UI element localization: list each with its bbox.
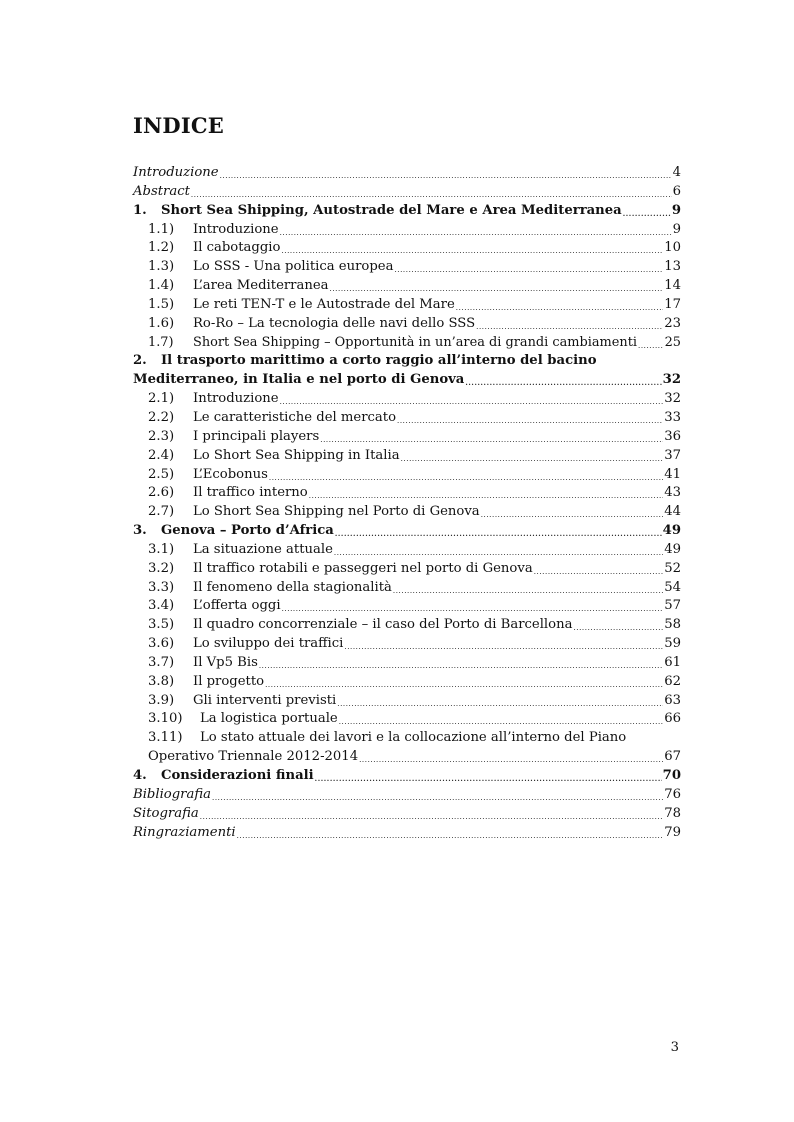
toc-section-title: Il Vp5 Bis: [193, 654, 258, 670]
toc-page-number: 25: [664, 334, 681, 350]
toc-section-1-2[interactable]: [133, 239, 681, 258]
toc-section-1-5[interactable]: [133, 296, 681, 315]
toc-page-number: 44: [664, 504, 681, 520]
toc-section-number: 3.11): [148, 730, 183, 746]
toc-entry-sitografia[interactable]: [133, 805, 681, 824]
toc-page-number: 70: [662, 768, 681, 783]
toc-entry-title: Sitografia: [133, 805, 199, 821]
dot-leader: [259, 654, 663, 673]
dot-leader: [638, 334, 664, 353]
toc-entry-bibliografia[interactable]: [133, 786, 681, 805]
toc-section-3-4[interactable]: [133, 597, 681, 616]
dot-leader: [359, 748, 663, 767]
toc-section-title: Introduzione: [193, 391, 279, 407]
toc-section-title: La logistica portuale: [200, 711, 338, 727]
toc-page-number: 61: [664, 654, 681, 670]
dot-leader: [534, 560, 664, 579]
toc-section-title: Il progetto: [193, 673, 265, 689]
toc-page-number: 49: [662, 523, 681, 539]
dot-leader: [334, 541, 663, 560]
toc-page-number: 9: [671, 202, 681, 218]
toc-section-number: 3.5): [148, 617, 175, 633]
toc-page-number: 43: [664, 485, 681, 501]
toc-entry-title: Abstract: [133, 183, 190, 199]
toc-section-title: Il traffico interno: [193, 485, 308, 501]
toc-section-title: Short Sea Shipping – Opportunità in un’area di grandi cambiamenti: [193, 334, 637, 350]
toc-section-3-2[interactable]: [133, 560, 681, 579]
toc-section-2-3[interactable]: [133, 428, 681, 447]
toc-section-title: Il fenomeno della stagionalità: [193, 579, 392, 595]
toc-section-number: 3.2): [148, 560, 175, 576]
toc-section-title: Il quadro concorrenziale – il caso del Porto di Barcellona: [193, 617, 573, 633]
dot-leader: [401, 447, 664, 466]
dot-leader: [280, 390, 664, 409]
toc-page-number: 6: [672, 183, 681, 199]
toc-page-number: 32: [662, 372, 681, 388]
toc-entry-abstract[interactable]: [133, 183, 681, 202]
toc-page-number: 78: [664, 805, 681, 821]
toc-section-3-8[interactable]: [133, 673, 681, 692]
toc-section-number: 1.6): [148, 315, 175, 331]
toc-section-title: Lo stato attuale dei lavori e la collocazione all’interno del Piano: [200, 730, 627, 746]
toc-section-title: Gli interventi previsti: [193, 692, 337, 708]
toc-section-2-2[interactable]: [133, 409, 681, 428]
toc-chapter-2-line2[interactable]: [133, 371, 681, 390]
toc-section-title: Introduzione: [193, 221, 279, 237]
toc-page-number: 9: [672, 221, 681, 237]
dot-leader: [281, 239, 663, 258]
toc-chapter-number: 4.: [133, 768, 147, 783]
toc-section-number: 3.3): [148, 579, 175, 595]
toc-section-title: I principali players: [193, 428, 320, 444]
toc-section-number: 1.5): [148, 296, 175, 312]
toc-section-3-1[interactable]: [133, 541, 681, 560]
dot-leader: [191, 183, 672, 202]
dot-leader: [269, 466, 663, 485]
toc-section-title: Ro-Ro – La tecnologia delle navi dello SSS: [193, 315, 476, 331]
toc-section-2-5[interactable]: [133, 466, 681, 485]
toc-entry-title: Introduzione: [133, 165, 219, 180]
toc-page-number: 10: [664, 240, 681, 256]
toc-section-number: 3.4): [148, 598, 175, 614]
dot-leader: [481, 503, 664, 522]
toc-section-number: 1.3): [148, 259, 175, 275]
toc-section-1-3[interactable]: [133, 258, 681, 277]
toc-section-title: Le caratteristiche del mercato: [193, 409, 397, 425]
toc-section-number: 3.1): [148, 541, 175, 557]
toc-section-number: 2.2): [148, 409, 175, 425]
toc-section-number: 3.10): [148, 711, 183, 727]
toc-section-number: 2.6): [148, 485, 175, 501]
page-number: 3: [670, 1040, 679, 1055]
toc-page-number: 52: [664, 560, 681, 576]
dot-leader: [623, 202, 671, 221]
toc-section-title: L’Ecobonus: [193, 466, 268, 482]
toc-section-3-10[interactable]: [133, 710, 681, 729]
toc-chapter-3[interactable]: [133, 522, 681, 541]
toc-page-number: 37: [664, 447, 681, 463]
toc-section-2-6[interactable]: [133, 484, 681, 503]
toc-section-number: 3.6): [148, 636, 175, 652]
toc-page-number: 4: [672, 165, 681, 180]
toc-page-number: 67: [664, 749, 681, 765]
toc-page-number: 62: [664, 673, 681, 689]
toc-section-number: 2.5): [148, 466, 175, 482]
dot-leader: [393, 579, 663, 598]
toc-page-number: 66: [664, 711, 681, 727]
toc-section-3-7[interactable]: [133, 654, 681, 673]
toc-page-number: 36: [664, 428, 681, 444]
toc-section-title: Le reti TEN-T e le Autostrade del Mare: [193, 296, 455, 312]
toc-page-number: 13: [664, 259, 681, 275]
toc-chapter-number: 2.: [133, 353, 147, 369]
toc-section-title: Il traffico rotabili e passeggeri nel porto di Genova: [193, 560, 533, 576]
toc-chapter-number: 1.: [133, 202, 147, 218]
toc-section-3-5[interactable]: [133, 616, 681, 635]
toc-section-number: 2.4): [148, 447, 175, 463]
toc-section-2-7[interactable]: [133, 503, 681, 522]
dot-leader: [344, 635, 663, 654]
dot-leader: [456, 296, 663, 315]
dot-leader: [465, 371, 661, 390]
toc-page-number: 79: [664, 824, 681, 840]
dot-leader: [335, 522, 662, 541]
dot-leader: [280, 221, 672, 240]
toc-section-3-11-line2[interactable]: [133, 748, 681, 767]
toc-chapter-number: 3.: [133, 523, 147, 539]
dot-leader: [237, 824, 664, 843]
dot-leader: [320, 428, 663, 447]
toc-page-number: 59: [664, 636, 681, 652]
toc-chapter-title-continued: Mediterraneo, in Italia e nel porto di Genova: [133, 372, 465, 388]
toc-chapter-4[interactable]: [133, 767, 681, 786]
dot-leader: [220, 164, 672, 183]
toc-section-title: Lo SSS - Una politica europea: [193, 259, 394, 275]
toc-section-number: 1.2): [148, 240, 175, 256]
toc-entry-introduzione[interactable]: [133, 164, 681, 183]
dot-leader: [397, 409, 663, 428]
toc-section-number: 3.7): [148, 654, 175, 670]
toc-section-1-4[interactable]: [133, 277, 681, 296]
toc-chapter-title: Short Sea Shipping, Autostrade del Mare e Area Mediterranea: [161, 202, 622, 218]
toc-page-number: 14: [664, 278, 681, 294]
dot-leader: [282, 597, 664, 616]
toc-section-number: 2.3): [148, 428, 175, 444]
toc-page-number: 57: [664, 598, 681, 614]
toc-page-number: 32: [664, 391, 681, 407]
toc-entry-title: Bibliografia: [133, 786, 211, 802]
toc-section-number: 3.9): [148, 692, 175, 708]
toc-page-number: 33: [664, 409, 681, 425]
dot-leader: [337, 692, 663, 711]
dot-leader: [212, 786, 663, 805]
toc-chapter-1[interactable]: [133, 202, 681, 221]
toc-page-number: 17: [664, 296, 681, 312]
toc-section-title-continued: Operativo Triennale 2012-2014: [148, 749, 359, 765]
toc-section-number: 2.1): [148, 391, 175, 407]
toc-chapter-title: Il trasporto marittimo a corto raggio all’interno del bacino: [161, 353, 597, 369]
toc-section-number: 1.1): [148, 221, 175, 237]
toc-section-number: 1.4): [148, 278, 175, 294]
toc-section-3-11-line1[interactable]: [133, 729, 681, 748]
dot-leader: [339, 710, 664, 729]
toc-page-number: 23: [664, 315, 681, 331]
toc-page-number: 54: [664, 579, 681, 595]
dot-leader: [265, 673, 663, 692]
toc-section-title: L’offerta oggi: [193, 598, 281, 614]
toc-chapter-2-line1[interactable]: [133, 352, 681, 371]
dot-leader: [315, 767, 662, 786]
table-of-contents: [133, 164, 681, 842]
toc-section-1-1[interactable]: [133, 221, 681, 240]
toc-section-number: 2.7): [148, 504, 175, 520]
toc-section-1-6[interactable]: [133, 315, 681, 334]
toc-entry-title: Ringraziamenti: [133, 824, 236, 840]
toc-page-number: 63: [664, 692, 681, 708]
toc-section-title: Il cabotaggio: [193, 240, 281, 256]
toc-section-number: 3.8): [148, 673, 175, 689]
toc-page-number: 76: [664, 786, 681, 802]
page-title: INDICE: [133, 113, 224, 138]
dot-leader: [573, 616, 663, 635]
toc-section-title: Lo Short Sea Shipping nel Porto di Genova: [193, 504, 480, 520]
toc-page-number: 41: [664, 466, 681, 482]
dot-leader: [394, 258, 663, 277]
toc-page-number: 49: [664, 541, 681, 557]
toc-section-1-7[interactable]: [133, 334, 681, 353]
dot-leader: [200, 805, 663, 824]
toc-chapter-title: Considerazioni finali: [161, 768, 314, 783]
toc-section-3-9[interactable]: [133, 692, 681, 711]
dot-leader: [309, 484, 663, 503]
toc-chapter-title: Genova – Porto d’Africa: [161, 523, 334, 539]
toc-section-number: 1.7): [148, 334, 174, 350]
toc-section-title: L’area Mediterranea: [193, 278, 329, 294]
toc-section-title: Lo sviluppo dei traffici: [193, 636, 344, 652]
toc-section-3-6[interactable]: [133, 635, 681, 654]
dot-leader: [330, 277, 664, 296]
toc-section-3-3[interactable]: [133, 579, 681, 598]
toc-entry-ringraziamenti[interactable]: [133, 824, 681, 843]
toc-section-title: Lo Short Sea Shipping in Italia: [193, 447, 400, 463]
toc-section-title: La situazione attuale: [193, 541, 333, 557]
toc-page-number: 58: [664, 617, 681, 633]
toc-section-2-1[interactable]: [133, 390, 681, 409]
dot-leader: [476, 315, 663, 334]
toc-section-2-4[interactable]: [133, 447, 681, 466]
